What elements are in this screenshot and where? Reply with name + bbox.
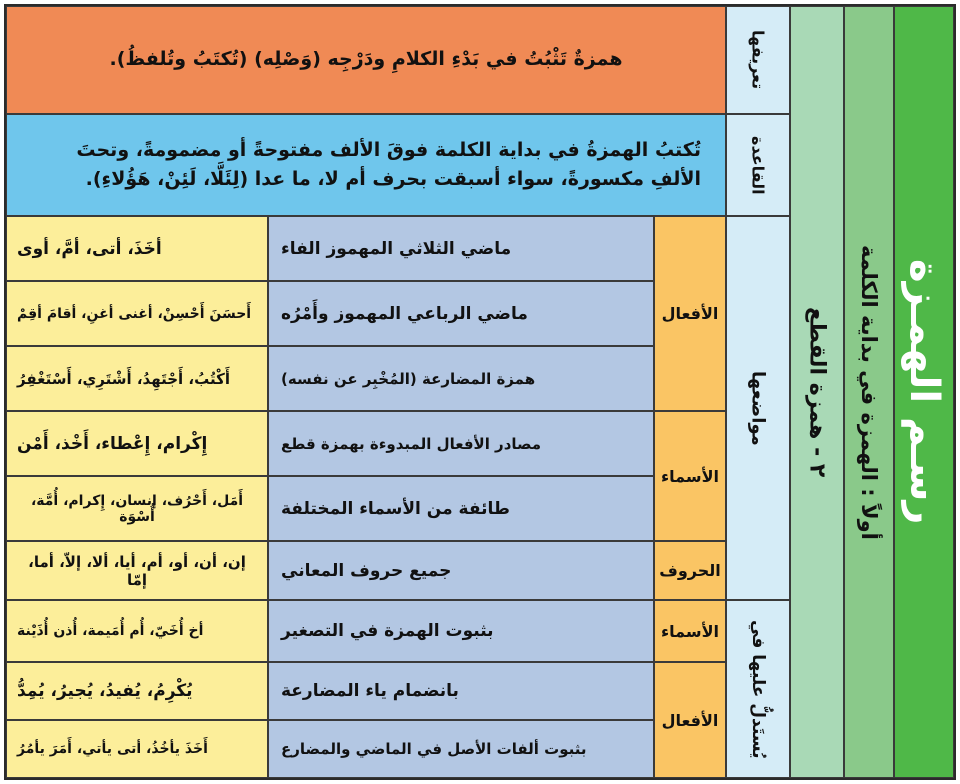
table-row-examples: يُكْرِمُ، يُفيدُ، يُجيرُ، يُمِدُّ (6, 662, 268, 720)
positions-group-particles (654, 541, 726, 600)
group-label: الأفعال (661, 304, 719, 323)
rule-text-cell (6, 114, 726, 216)
evidence-group-nouns (654, 600, 726, 662)
evidence-label-cell (726, 600, 790, 778)
group-label: الحروف (659, 561, 721, 580)
table-row-examples: أَكْتُبُ، أَجْتَهِدُ، أَشْتَرِي، أَسْتَغْفِرُ (6, 346, 268, 411)
table-row-examples: أَخَذَ يأخُذُ، أتى يأتي، أَمَرَ يأمُرُ (6, 720, 268, 778)
table-row-desc: ماضي الثلاثي المهموز الفاء (268, 216, 654, 281)
table-row-desc: ماضي الرباعي المهموز وأَمْرُه (268, 281, 654, 346)
table-row-examples: أَمَل، أَحْرُف، إنسان، إِكرام، أُمَّة، أُسْوَة (6, 476, 268, 541)
title-column (894, 6, 954, 778)
group-label: الأفعال (661, 710, 719, 730)
table-row-examples: إِكْرام، إِعْطاء، أَخْذ، أَمْن (6, 411, 268, 476)
definition-label-cell (726, 6, 790, 114)
table-row-examples: أخ أُخَيّ، أُم أُمَيمة، أُذن أُذَيْنة (6, 600, 268, 662)
table-row-desc: همزة المضارعة (المُخْبِر عن نفسه) (268, 346, 654, 411)
rule-text: تُكتبُ الهمزةُ في بداية الكلمة فوقَ الألف مفتوحةً أو مضمومةً، وتحتَ الألفِ مكسورةً، سواء أسبقت بحرف أم لا، ما عدا (لِئَلَّا، لَئِنْ، هَؤُلاءِ). (76, 138, 701, 190)
group-label: الأسماء (660, 621, 720, 641)
positions-group-nouns (654, 411, 726, 541)
table-row-desc: طائفة من الأسماء المختلفة (268, 476, 654, 541)
table-row-desc: بانضمام ياء المضارعة (268, 662, 654, 720)
subsection-text: ٢ - همزة القطع (804, 306, 830, 478)
table-row-examples: أَحسَنَ أَحْسِنْ، أغنى أغنِ، أقامَ أقِمْ (6, 281, 268, 346)
rule-label: القاعدة (748, 135, 768, 195)
section-text: أولاً : الهمزة في بداية الكلمة (857, 244, 881, 540)
definition-text-cell (6, 6, 726, 114)
definition-label: تعريفها (748, 30, 768, 90)
positions-label-cell (726, 216, 790, 600)
group-label: الأسماء (660, 466, 720, 486)
evidence-label: يُستَدلُّ عليها في (748, 619, 768, 759)
table-row-desc: مصادر الأفعال المبدوءة بهمزة قطع (268, 411, 654, 476)
table-row-desc: بثبوت الهمزة في التصغير (268, 600, 654, 662)
title-text: رسـم الهمـزة (901, 259, 947, 525)
table-row-examples: أخَذَ، أتى، أمَّ، أوى (6, 216, 268, 281)
table-row-examples: إن، أن، أو، أم، أيا، ألا، إلاّ، أما، إمّا (6, 541, 268, 600)
section-column (844, 6, 894, 778)
definition-text: همزةٌ تَثْبُتُ في بَدْءِ الكلامِ ودَرْجِه (وَصْلِه) (تُكتَبُ وتُلفظُ). (109, 48, 623, 71)
positions-label: مواضعها (747, 370, 769, 446)
table-row-desc: بثبوت ألفات الأصل في الماضي والمضارع (268, 720, 654, 778)
table-frame (4, 4, 956, 780)
evidence-group-verbs (654, 662, 726, 778)
subsection-column (790, 6, 844, 778)
table-row-desc: جميع حروف المعاني (268, 541, 654, 600)
positions-group-verbs (654, 216, 726, 411)
rule-label-cell (726, 114, 790, 216)
